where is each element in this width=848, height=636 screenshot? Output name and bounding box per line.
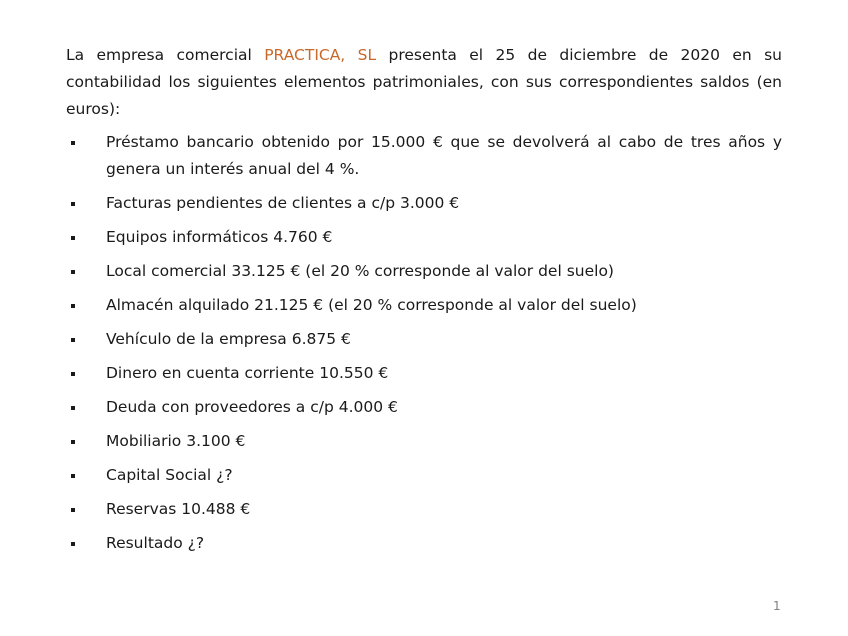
bullet-icon: [71, 338, 75, 342]
list-item: [66, 292, 782, 319]
list-item-text: Dinero en cuenta corriente 10.550 €: [106, 364, 389, 382]
list-item-text: Facturas pendientes de clientes a c/p 3.000 €: [106, 194, 460, 212]
list-item-text: Reservas 10.488 €: [106, 500, 251, 518]
list-item-text: Vehículo de la empresa 6.875 €: [106, 330, 351, 348]
bullet-icon: [71, 508, 75, 512]
list-item: [66, 224, 782, 251]
bullet-icon: [71, 202, 75, 206]
bullet-icon: [71, 440, 75, 444]
list-item: [66, 326, 782, 353]
list-item: [66, 496, 782, 523]
bullet-icon: [71, 141, 75, 145]
list-item: [66, 428, 782, 455]
list-item-text: Mobiliario 3.100 €: [106, 432, 246, 450]
list-item: [66, 190, 782, 217]
list-item-text: Capital Social ¿?: [106, 466, 233, 484]
bullet-icon: [71, 270, 75, 274]
bullet-icon: [71, 236, 75, 240]
intro-text-start: La empresa comercial: [66, 46, 265, 64]
list-item-text: Equipos informáticos 4.760 €: [106, 228, 333, 246]
intro-text-end: presenta el 25 de diciembre de 2020 en su contabilidad los siguientes elementos patrimoniales, con sus correspondientes saldos (en euros):: [66, 46, 782, 118]
list-item-text: Resultado ¿?: [106, 534, 205, 552]
bullet-icon: [71, 406, 75, 410]
bullet-icon: [71, 372, 75, 376]
list-item: [66, 129, 782, 183]
list-item-text: Préstamo bancario obtenido por 15.000 € que se devolverá al cabo de tres años y genera un interés anual del 4 %.: [106, 133, 782, 178]
intro-paragraph: [66, 42, 782, 123]
list-item: [66, 462, 782, 489]
list-item-text: Almacén alquilado 21.125 € (el 20 % corresponde al valor del suelo): [106, 296, 637, 314]
list-item: [66, 394, 782, 421]
list-item: [66, 360, 782, 387]
page-number: 1: [773, 599, 781, 613]
list-item: [66, 530, 782, 557]
list-item-text: Local comercial 33.125 € (el 20 % corresponde al valor del suelo): [106, 262, 614, 280]
asset-list: [66, 129, 782, 557]
list-item-text: Deuda con proveedores a c/p 4.000 €: [106, 398, 398, 416]
bullet-icon: [71, 304, 75, 308]
list-item: [66, 258, 782, 285]
bullet-icon: [71, 474, 75, 478]
bullet-icon: [71, 542, 75, 546]
company-name: PRACTICA, SL: [264, 46, 377, 64]
slide-content: [66, 42, 782, 564]
